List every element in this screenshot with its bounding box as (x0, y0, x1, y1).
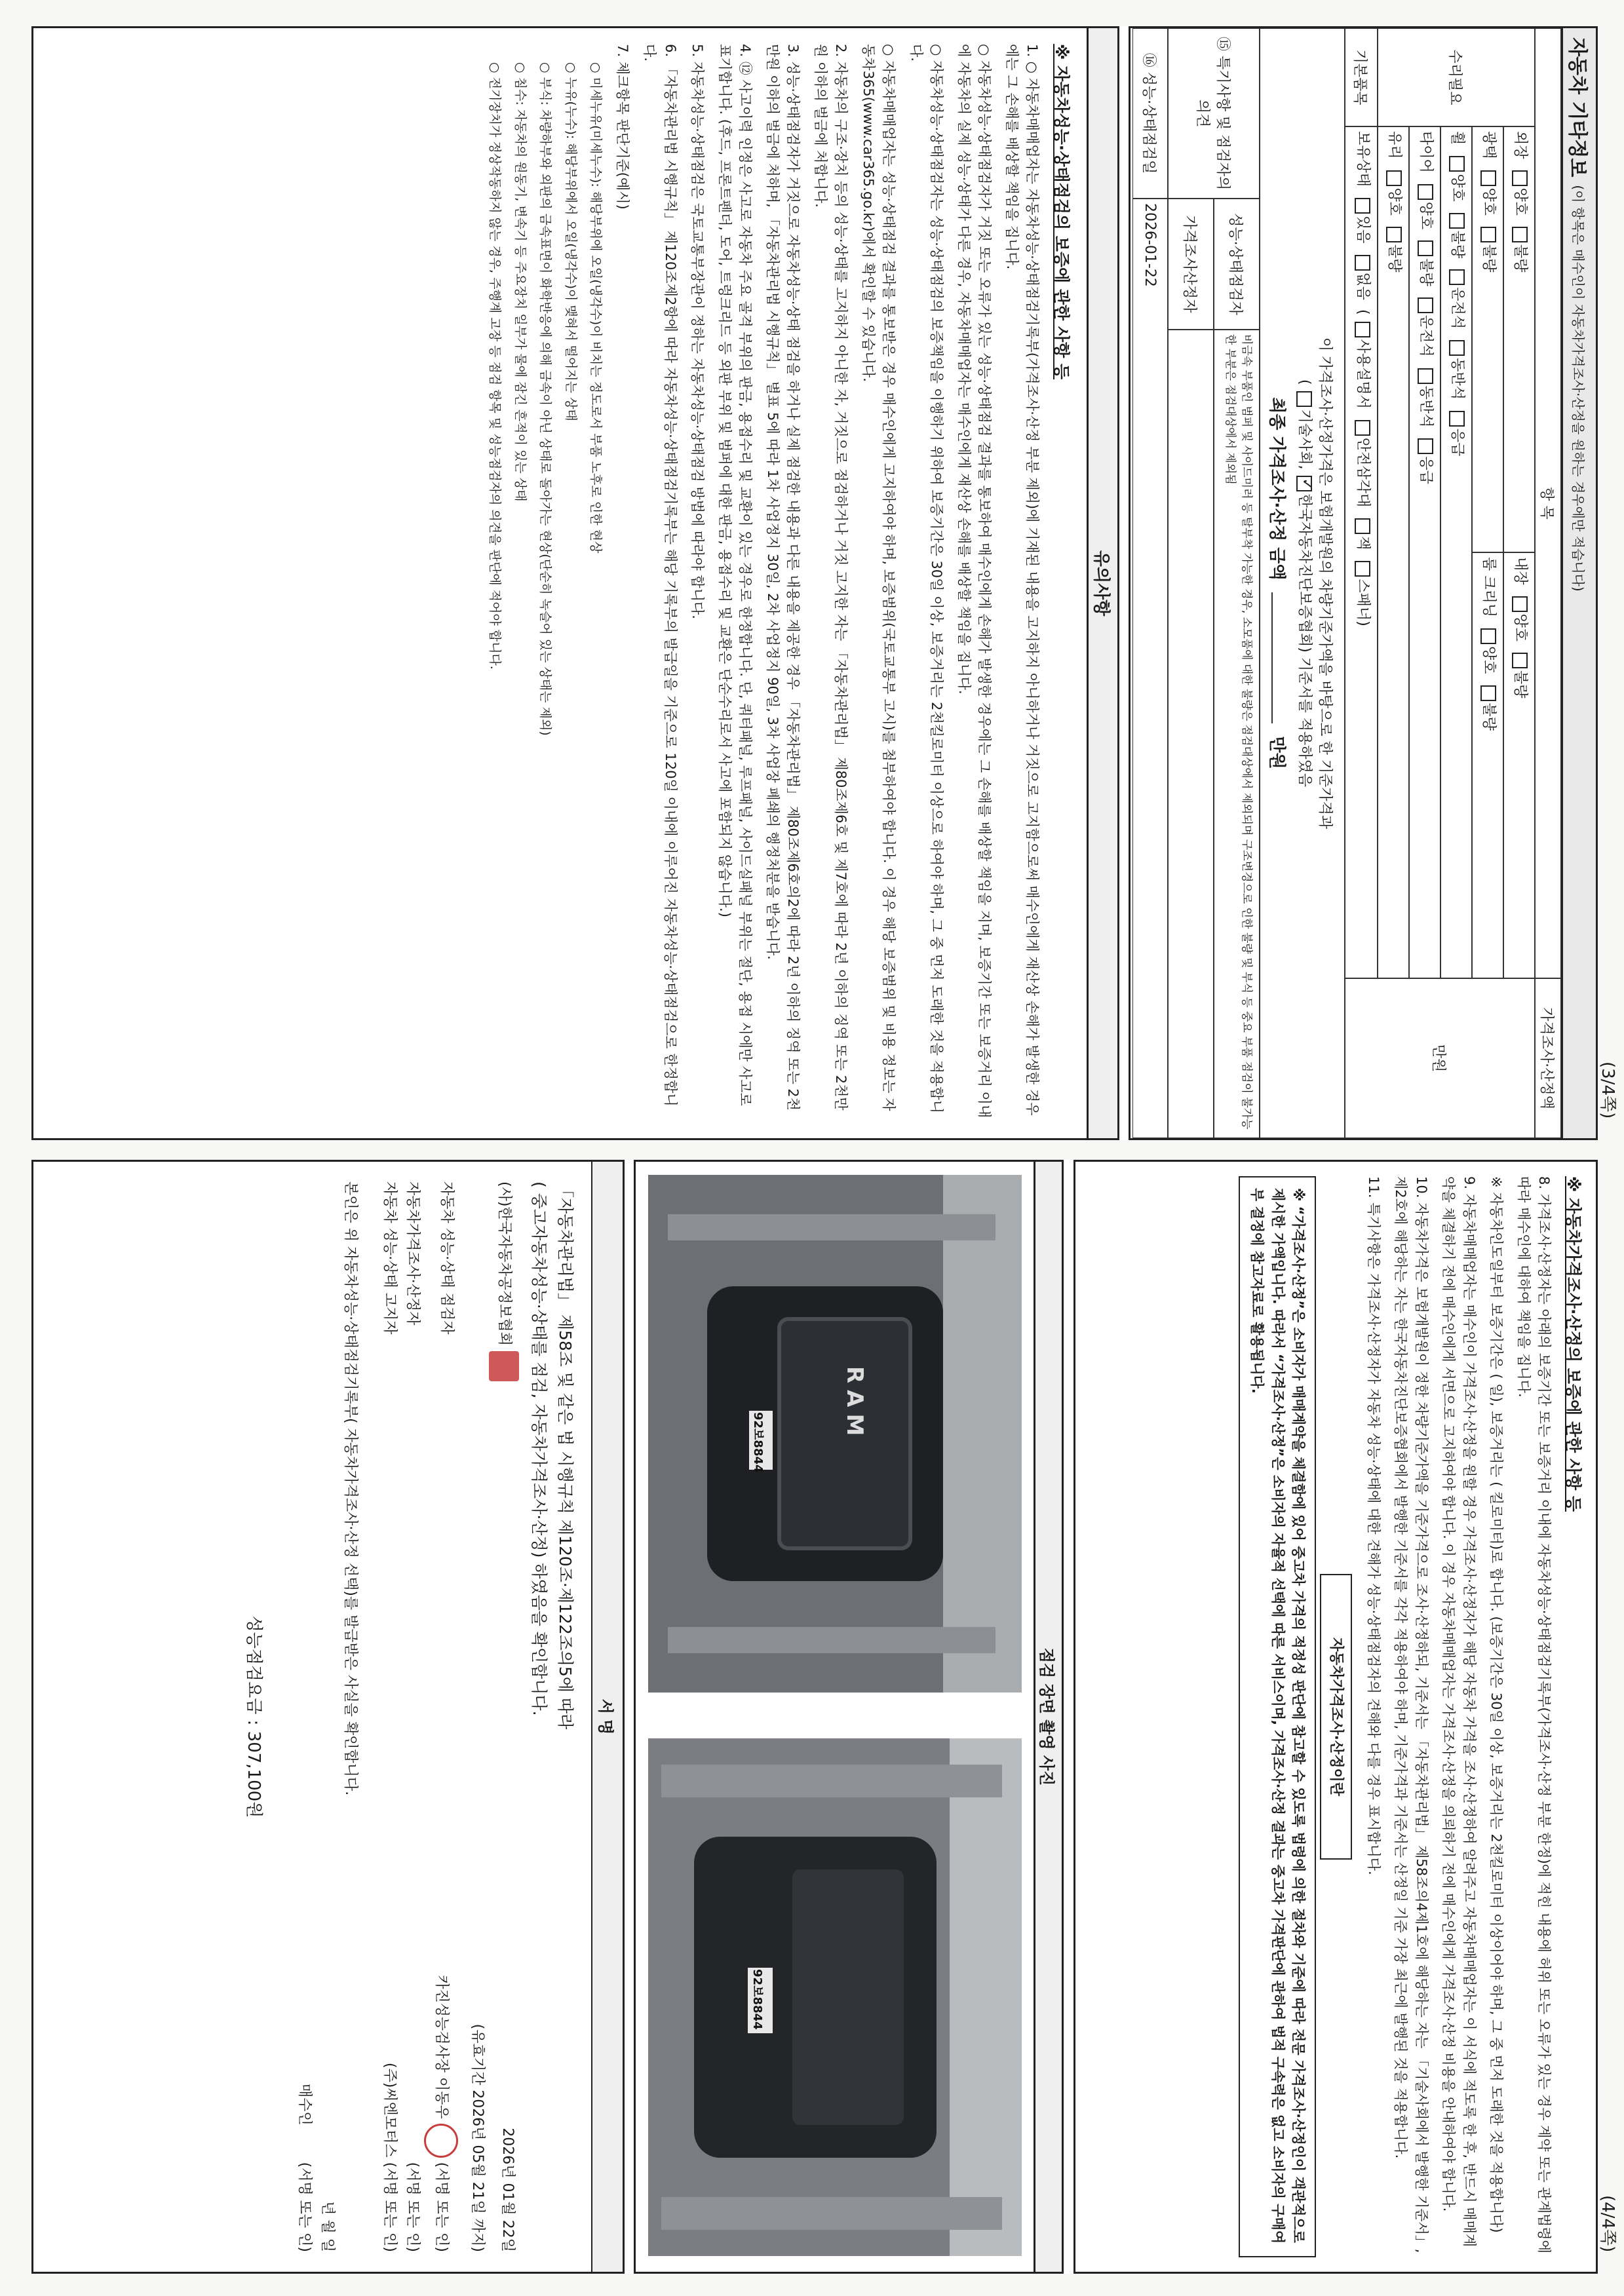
photo-front-graphic (648, 1175, 1022, 1693)
other-info-note: (이 항목은 매수인이 자동차가격조사·산정을 원하는 경우에만 적습니다) (1570, 185, 1587, 592)
buyer-row (293, 1181, 316, 2252)
tire-emergency-checkbox[interactable] (1418, 438, 1433, 454)
org-seal (489, 1351, 519, 1381)
basic-status-label: 보유상태 (1355, 131, 1371, 187)
inspection-date-value: 2026-01-22 (1132, 199, 1168, 1138)
final-text-2: (기술사회,✓한국자동차진단보증협회) 기준서를 적용하였음 (1296, 33, 1316, 1134)
room-cleaning-bad-checkbox[interactable] (1480, 685, 1496, 701)
note-item: ○ 자동차매매업자는 성능·상태점검 결과를 통보받은 경우 매수인에게 고지하여야 하며, 보증범위(국토교통부 고시)를 첨부하여야 합니다. 이 경우 해당 보증범위 및 비용 정보는 자동차365(www.car365.go.kr)에서 확인할 수 있습니다. (860, 44, 897, 1111)
notes-header: 유의사항 (1087, 26, 1119, 1140)
appraisal-item: 10. 자동차가격은 보험개발원이 정한 차량기준가액을 기준가격으로 조사·산정하되, 기준서는 「자동차관리법」 제58조의4제1호에 해당하는 자는 「기술사회에서 발행한 기준서」, 제2호에 해당하는 자는 한국자동차진단보증협회에서 발행한 기준서를 각각 적용하여야 하며, 기준가격과 기준서는 산정일 기준 가장 최근에 발행된 것을 적용합니다. (1393, 1176, 1429, 2253)
tire-passenger-checkbox[interactable] (1418, 368, 1433, 384)
sign-or-seal: (서명 또는 인) (381, 2162, 398, 2252)
note-item: 6. 「자동차관리법 시행규칙」 제120조제2항에 따라 자동차성능·상태점검기록부는 해당 기록부의 발급일을 기준으로 120일 이내에 이루어진 자동차성능·상태점검으로 한정합니다. (642, 44, 678, 1107)
note-item: 2. 자동차의 구조·장치 등의 성능·상태를 고지하지 아니한 자, 거짓으로 점검하거나 거짓 고지한 자는 「자동차관리법」 제80조제6호 및 제7호에 따라 2년 이하의 징역 또는 2천만원 이하의 벌금에 처합니다. (813, 44, 849, 1111)
basic-items-row: 보유상태 있음 없음 (사용설명서 안전삼각대 잭 스패너) (1345, 126, 1378, 978)
note-item: ○ 자동차성능·상태점검자가 거짓 또는 오류가 있는 성능·상태점검 결과를 통보하여 매수인에게 손해가 발생한 경우에는 그 손해를 배상할 책임을 지며, 보증기간 또는 보증거리 이내에 자동차의 실제 성능·상태가 다른 경우, 자동차매매업자는 매수인에게 재산상 손해를 배상할 책임을 집니다. (956, 44, 993, 1119)
org-name-text: (사)한국자동차공정보협회 (496, 1181, 512, 1346)
repair-needed-label: 수리필요 (1378, 28, 1535, 126)
brand-badge: RAM (841, 1366, 868, 1443)
appraisal-item: 8. 가격조사·산정자는 아래의 보증기간 또는 보증거리 이내에 자동차성능·상태점검기록부(가격조사·산정 부분 한정)에 적힌 내용에 허위 또는 오류가 있는 경우 계약 또는 관계법령에 따라 매수인에 대하여 책임을 집니다. (1516, 1176, 1553, 2253)
kadia-label: 한국자동차진단보증협회) 기준서를 적용하였음 (1296, 493, 1313, 788)
opt-good: 양호 (1480, 646, 1497, 674)
buyer-label: 매수인 (296, 2083, 313, 2126)
other-info-table (1129, 26, 1561, 1140)
opt-bad: 불량 (1512, 670, 1528, 698)
opt-bad: 불량 (1418, 258, 1434, 286)
wheel-label: 휠 (1449, 131, 1465, 145)
final-text-1: 이 가격조사·산정가격은 보험개발원의 차량기준가액을 바탕으로 한 기준가격과 (1317, 337, 1333, 830)
opt-good: 양호 (1418, 201, 1434, 230)
sign-or-seal: (서명 또는 인) (404, 2162, 421, 2252)
confirm-date: 년 월 일 (319, 2201, 336, 2252)
inspection-photo-front (648, 1175, 1022, 1693)
appraisal-item: ※ 자동차인도일부터 보증기간은 ( 일), 보증거리는 ( 킬로미터)로 합니다. (보증기간은 30일 이상, 보증거리는 2천킬로미터 이상이어야 하며, 그 중 먼저 도래한 것을 적용합니다) (1488, 1176, 1505, 2233)
exterior-row (1503, 126, 1535, 552)
final-price-row (1266, 33, 1290, 1134)
plate-number: 92보8844 (750, 1969, 764, 2030)
basic-item: 사용설명서 (1355, 339, 1371, 409)
final-price-value[interactable] (1271, 592, 1273, 723)
inspector-name-group (424, 1975, 458, 2252)
glass-good-checkbox[interactable] (1386, 170, 1402, 186)
confirm-text: 본인은 위 자동차성능·상태점검기록부( 자동차가격조사·산정 선택)를 발급받은 사실을 확인합니다. (342, 1181, 359, 1796)
spanner-checkbox[interactable] (1355, 561, 1370, 577)
inspection-photo-rear (648, 1738, 1022, 2256)
tire-row (1409, 126, 1440, 978)
final-price-unit: 만원 (1267, 736, 1286, 769)
inspection-photos (634, 1160, 1034, 2274)
seller-name: (주)씨엔모터스 (381, 2062, 398, 2158)
note-item: 7. 체크항목 판단기준(예시) (615, 44, 630, 210)
opt-none: 없음 (1355, 272, 1371, 301)
exterior-good-checkbox[interactable] (1512, 170, 1528, 186)
appraisal-item: 11. 특기사항은 가격조사·산정자가 자동차 성능·상태에 대한 견해가 성능·상태점검자의 견해와 다를 경우 표시합니다. (1366, 1176, 1382, 1875)
opt-good: 양호 (1449, 174, 1465, 202)
final-price-block (1260, 28, 1345, 1138)
opt-bad: 불량 (1386, 244, 1402, 273)
seller-name-group (377, 2063, 400, 2252)
inspector-name: 카진성능검사장 이동우 (433, 1975, 450, 2119)
sign-date: 2026년 01월 22일 (499, 2128, 516, 2252)
kadia-checkbox[interactable] (1296, 476, 1312, 491)
page-3 (31, 26, 1617, 1140)
seller-sign-row (377, 1181, 400, 2252)
glass-label: 유리 (1386, 131, 1402, 159)
note-item: ○ 자동차성능·상태점검자는 성능·상태점검의 보증책임을 이행하기 위하여 보증기간은 30일 이상, 보증거리는 2천킬로미터 이상으로 하여야 하며, 그 중 먼저 도래한 것을 적용합니다. (908, 44, 945, 1113)
criteria-item: ○ 침수: 자동차의 원동기, 변속기 등 주요장치 일부가 물에 잠긴 흔적이 있는 상태 (513, 62, 528, 502)
appraiser-label: 가격조사산정자 (1168, 199, 1214, 330)
opt-bad: 불량 (1449, 230, 1465, 259)
exterior-label: 외장 (1512, 131, 1528, 159)
wheel-good-checkbox[interactable] (1449, 156, 1465, 172)
opt-bad: 불량 (1512, 244, 1528, 273)
opt-good: 양호 (1512, 187, 1528, 216)
buyer-group (293, 2084, 316, 2252)
inspector-label: 성능·상태점검자 (1214, 199, 1260, 330)
appraiser-line: 자동차가격조사·산정자 (404, 1181, 421, 1326)
tire-bad-checkbox[interactable] (1418, 240, 1433, 256)
appraisal-item: 9. 자동차매매업자는 매수인이 가격조사·산정을 원할 경우 가격조사·산정자가 해당 자동차 가격을 조사·산정하여 알려주고 자동차매매업자는 이 서식에 적도록 한 후, 반드시 매매계약을 체결하기 전에 매수인에게 서면으로 고지하여야 합니다. 이 경우 자동차매매업자는 가격조사·산정을 의뢰하기 전에 매수인에게 가격조사·산정 비용을 안내하여야 합니다. (1440, 1176, 1477, 2248)
page-number: (4/4쪽) (1598, 2195, 1617, 2253)
glass-row (1378, 126, 1409, 978)
basic-items-label: 기본품목 (1345, 28, 1378, 126)
note-item: 3. 성능·상태점검자가 거짓으로 자동차성능·상태 점검을 하거나 실제 점검한 내용과 다른 내용을 제공한 경우 「자동차관리법」 제80조제6호의2에 따라 2년 이하의 징역 또는 2천만원 이하의 벌금에 처하며, 「자동차관리법 시행규칙」 별표 5에 따라 1차 사업정지 30일, 2차 사업정지 90일, 3차 사업장 폐쇄의 행정처분을 받습니다. (765, 44, 802, 1111)
inspector-seal (424, 2124, 458, 2158)
basic-item: 스패너 (1355, 579, 1371, 621)
gloss-row (1472, 126, 1503, 552)
manual-checkbox[interactable] (1355, 322, 1370, 337)
signature-body (226, 1162, 591, 2272)
basic-item: 안전삼각대 (1355, 437, 1371, 508)
opt-driver: 운전석 (1418, 315, 1434, 357)
appraisal-section-title: ※ 자동차가격조사·산정의 보증에 관한 사항 등 (1564, 1176, 1583, 1512)
interior-label: 내장 (1512, 557, 1528, 585)
price-unit: 만원 (1345, 978, 1535, 1138)
criteria-item: ○ 전기장치가 정상작동하지 않는 경우, 주행계 고장 등 점검 항목 및 성능점검자의 의견을 판단에 적어야 합니다. (488, 62, 503, 670)
tire-good-checkbox[interactable] (1418, 184, 1433, 200)
opt-good: 양호 (1512, 613, 1528, 642)
inspector-sign-row (424, 1181, 458, 2252)
photo-header: 점검 장면 촬영 사진 (1034, 1160, 1064, 2274)
interior-bad-checkbox[interactable] (1512, 653, 1528, 668)
org-name (489, 1181, 519, 1381)
notice-body: ※ “가격조사·산정”은 소비자가 매매계약을 체결함에 있어 중고차 가격의 적정성 판단에 참고할 수 있도록 법령에 의한 절차와 기준에 따라 전문 가격조사·산정인이 객관적으로 제시한 가액입니다. 따라서 “가격조사·산정”은 소비자의 자율적 선택에 따른 서비스이며, 가격조사·산정 결과는 중고차 가격판단에 관하여 법적 구속력은 없고 소비자의 구매여부 결정에 참고자료로 활용됩니다. (1239, 1176, 1317, 2257)
room-cleaning-row (1472, 552, 1503, 978)
col-price: 가격조사·산정액 (1535, 978, 1561, 1138)
sign-date-row (489, 1181, 519, 2252)
notes-title: ※ 자동차성능·상태점검의 보증에 관한 사항 등 (1052, 44, 1071, 380)
sign-text-2: ( 중고자동차성능·상태를 점검, 자동차가격조사·산정) 하였음을 확인합니다. (530, 1181, 549, 1716)
interior-good-checkbox[interactable] (1512, 596, 1528, 612)
exterior-bad-checkbox[interactable] (1512, 227, 1528, 242)
gloss-good-checkbox[interactable] (1480, 170, 1496, 186)
glass-bad-checkbox[interactable] (1386, 227, 1402, 242)
notes-body (31, 26, 1087, 1140)
opt-have: 있음 (1355, 216, 1371, 244)
col-item: 항 목 (1535, 28, 1561, 978)
appraiser-sign-row (401, 1181, 424, 2252)
opt-bad: 불량 (1480, 244, 1497, 273)
room-cleaning-good-checkbox[interactable] (1480, 628, 1496, 644)
basic-item: 잭 (1355, 536, 1371, 550)
interior-row (1503, 552, 1535, 978)
gloss-bad-checkbox[interactable] (1480, 227, 1496, 242)
opt-good: 양호 (1480, 187, 1497, 216)
opt-emergency: 응급 (1449, 428, 1465, 457)
opt-emergency: 응급 (1418, 456, 1434, 484)
note-item: 5. 자동차성능·상태점검은 국토교통부장관이 정하는 자동차성능·상태점검 방법에 따라야 합니다. (689, 44, 706, 619)
opt-driver: 운전석 (1449, 287, 1465, 330)
inspector-line: 자동차 성능·상태 점검자 (438, 1181, 455, 1335)
inspection-date-label: ⑯ 성능·상태점검일 (1132, 28, 1168, 199)
tech-society-checkbox[interactable] (1296, 391, 1312, 407)
signature-header: 서 명 (591, 1162, 623, 2272)
special-notes-label: ⑮ 특기사항 및 점검자의 의견 (1168, 28, 1260, 199)
opt-bad: 불량 (1480, 702, 1497, 731)
room-cleaning-label: 룸 크리닝 (1480, 557, 1497, 618)
criteria-item: ○ 누유(누수): 해당부위에서 오일(냉각수)이 맺혀서 떨어지는 상태 (564, 62, 578, 421)
inspection-fee: 성능점검요금 : 307,100원 (243, 1615, 263, 1818)
wheel-driver-checkbox[interactable] (1449, 269, 1465, 285)
notice-title: 자동차가격조사·산정이란 (1321, 1574, 1353, 1860)
seller-line: 자동차 성능·상태 고지자 (381, 1181, 398, 1335)
jack-checkbox[interactable] (1355, 518, 1370, 534)
photo-rear-graphic (648, 1738, 1022, 2256)
opt-good: 양호 (1386, 187, 1402, 216)
plate-number: 92보8844 (751, 1412, 765, 1473)
appraisal-guarantee-section (1073, 1160, 1598, 2274)
wheel-bad-checkbox[interactable] (1449, 213, 1465, 229)
inspector-opinion: 비금속 부품인 범퍼 및 사이드미러 등 탈부착 가능한 경우, 소모품에 대한 불량은 점검대상에서 제외되며 구조변경으로 인한 불량 및 부식 등 중요 부품 점검이 불가능한 부분은 점검대상에서 제외됨 (1214, 330, 1260, 1138)
tech-society-label: 기술사회, (1296, 409, 1313, 470)
opt-passenger: 동반석 (1418, 385, 1434, 428)
other-info-title: 자동차 기타정보 (1566, 37, 1589, 178)
wheel-passenger-checkbox[interactable] (1449, 340, 1465, 356)
other-info-header (1561, 26, 1598, 1140)
appraiser-opinion[interactable] (1168, 330, 1214, 1138)
page-number: (3/4쪽) (1598, 1062, 1617, 1119)
triangle-checkbox[interactable] (1355, 420, 1370, 436)
tire-driver-checkbox[interactable] (1418, 297, 1433, 313)
wheel-emergency-checkbox[interactable] (1449, 411, 1465, 427)
sign-valid: (유효기간 2026년 05월 21일 까지) (469, 2023, 486, 2252)
wheel-row (1440, 126, 1472, 978)
sign-text-1: 「자동차관리법」 제58조 및 같은 법 시행규칙 제120조·제122조의5에 따라 (556, 1181, 575, 1730)
sign-or-seal: (서명 또는 인) (296, 2162, 313, 2252)
final-price-label: 최종 가격조사·산정 금액 (1267, 397, 1286, 581)
note-item: 1. ○ 자동차매매업자는 자동차성능·상태점검기록부(가격조사·산정 부분 제외)에 기재된 내용을 고지하지 아니하거나 거짓으로 고지함으로써 매수인에게 재산상 손해가 발생한 경우에는 그 손해를 배상할 책임을 집니다. (1004, 44, 1041, 1116)
signature-section (31, 1160, 625, 2274)
page-4 (31, 1160, 1617, 2274)
note-item: 4. ⑫ 사고이력 인정은 사고로 자동차 주요 골격 부위의 판금, 용접수리 및 교환이 있는 경우로 한정합니다. 단, 쿼터패널, 루프패널, 사이드실패널 부위는 절단, 용접 시에만 사고로 표기합니다. (후드, 프론트펜더, 도어, 트렁크리드 등 외판 부위 및 범퍼에 대한 판금, 용접수리 및 교환은 단순수리로서 사고에 포함되지 않습니다.) (717, 44, 754, 1106)
criteria-item: ○ 미세누유(미세누수): 해당부위에 오일(냉각수)이 비치는 정도로서 부품 노후로 인한 현상 (589, 62, 604, 554)
criteria-item: ○ 부식: 차량하부와 외판의 금속표면이 화학반응에 의해 금속이 아닌 상태로 돌아가는 현상(단순히 녹슬어 있는 상태는 제외) (538, 62, 553, 736)
sign-or-seal: (서명 또는 인) (433, 2162, 450, 2252)
gloss-label: 광택 (1480, 131, 1497, 159)
basic-have-checkbox[interactable] (1355, 198, 1370, 214)
basic-none-checkbox[interactable] (1355, 255, 1370, 271)
opt-passenger: 동반석 (1449, 358, 1465, 400)
tire-label: 타이어 (1418, 131, 1434, 173)
